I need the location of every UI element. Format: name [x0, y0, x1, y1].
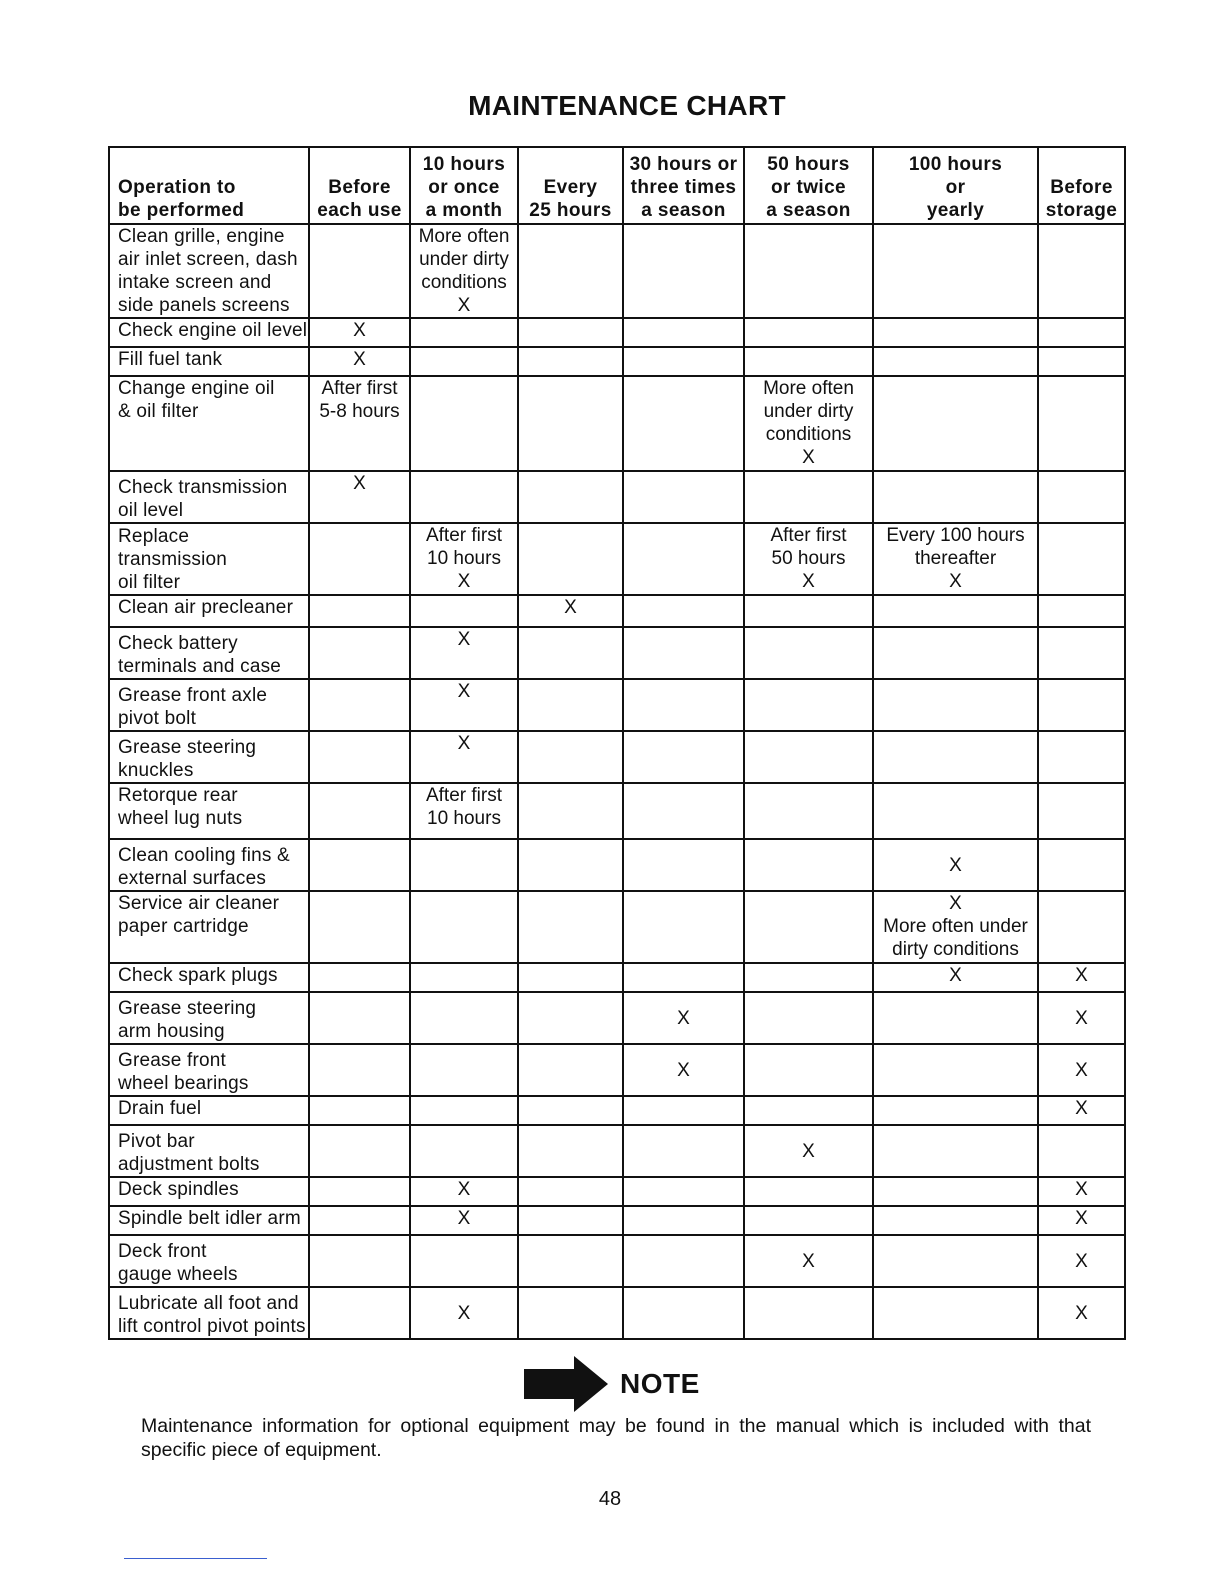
schedule-cell-every-25-hours — [518, 963, 623, 992]
page-title: MAINTENANCE CHART — [468, 90, 786, 121]
schedule-cell-10-hours — [410, 471, 518, 523]
operation-cell: Check battery terminals and case — [109, 627, 309, 679]
table-row — [109, 595, 1125, 627]
schedule-cell-every-25-hours — [518, 224, 623, 318]
schedule-cell-100-hours: Every 100 hours thereafter X — [873, 523, 1038, 595]
schedule-cell-10-hours — [410, 963, 518, 992]
schedule-cell-before-each-use — [309, 1235, 410, 1287]
operation-cell: Deck spindles — [109, 1177, 309, 1206]
schedule-cell-100-hours — [873, 471, 1038, 523]
operation-cell: Spindle belt idler arm — [109, 1206, 309, 1235]
operation-cell: Clean air precleaner — [109, 595, 309, 627]
header-10-hours: 10 hours or once a month — [410, 147, 518, 224]
page-number: 48 — [598, 1488, 622, 1510]
schedule-cell-30-hours — [623, 783, 744, 839]
operation-cell: Grease front axle pivot bolt — [109, 679, 309, 731]
schedule-cell-50-hours — [744, 627, 873, 679]
schedule-cell-before-each-use — [309, 1177, 410, 1206]
schedule-cell-every-25-hours — [518, 318, 623, 347]
table-row — [109, 1287, 1125, 1339]
schedule-cell-100-hours — [873, 1044, 1038, 1096]
schedule-cell-every-25-hours — [518, 731, 623, 783]
table-row — [109, 783, 1125, 839]
schedule-cell-before-each-use — [309, 731, 410, 783]
table-row — [109, 891, 1125, 963]
table-row — [109, 224, 1125, 318]
schedule-cell-every-25-hours — [518, 347, 623, 376]
table-row — [109, 1177, 1125, 1206]
schedule-cell-100-hours — [873, 627, 1038, 679]
schedule-cell-50-hours — [744, 318, 873, 347]
schedule-cell-30-hours — [623, 839, 744, 891]
header-before-each-use: Before each use — [309, 147, 410, 224]
schedule-cell-before-storage — [1038, 783, 1125, 839]
schedule-cell-100-hours — [873, 1235, 1038, 1287]
schedule-cell-50-hours: After first 50 hours X — [744, 523, 873, 595]
schedule-cell-before-storage: X — [1038, 1206, 1125, 1235]
operation-cell: Change engine oil & oil filter — [109, 376, 309, 471]
schedule-cell-10-hours: X — [410, 679, 518, 731]
schedule-cell-10-hours: After first 10 hours — [410, 783, 518, 839]
schedule-cell-before-storage: X — [1038, 1044, 1125, 1096]
schedule-cell-before-storage: X — [1038, 1287, 1125, 1339]
header-every-25-hours: Every 25 hours — [518, 147, 623, 224]
schedule-cell-every-25-hours — [518, 1287, 623, 1339]
schedule-cell-30-hours — [623, 471, 744, 523]
schedule-cell-before-each-use — [309, 963, 410, 992]
header-100-hours: 100 hours or yearly — [873, 147, 1038, 224]
schedule-cell-100-hours — [873, 318, 1038, 347]
schedule-cell-every-25-hours — [518, 627, 623, 679]
operation-cell: Check engine oil level — [109, 318, 309, 347]
schedule-cell-10-hours — [410, 318, 518, 347]
table-row — [109, 347, 1125, 376]
maintenance-chart-table — [108, 146, 1126, 1340]
schedule-cell-before-storage — [1038, 731, 1125, 783]
schedule-cell-every-25-hours — [518, 992, 623, 1044]
schedule-cell-every-25-hours — [518, 839, 623, 891]
header-before-storage: Before storage — [1038, 147, 1125, 224]
operation-cell: Grease steering arm housing — [109, 992, 309, 1044]
schedule-cell-before-each-use: X — [309, 471, 410, 523]
schedule-cell-before-each-use — [309, 839, 410, 891]
schedule-cell-before-storage: X — [1038, 1096, 1125, 1125]
schedule-cell-10-hours: After first 10 hours X — [410, 523, 518, 595]
schedule-cell-100-hours — [873, 224, 1038, 318]
operation-cell: Replace transmission oil filter — [109, 523, 309, 595]
schedule-cell-before-each-use — [309, 1125, 410, 1177]
schedule-cell-50-hours — [744, 1287, 873, 1339]
schedule-cell-every-25-hours — [518, 1206, 623, 1235]
schedule-cell-50-hours — [744, 679, 873, 731]
schedule-cell-100-hours — [873, 1125, 1038, 1177]
table-row — [109, 1206, 1125, 1235]
schedule-cell-before-storage: X — [1038, 992, 1125, 1044]
header-30-hours: 30 hours or three times a season — [623, 147, 744, 224]
schedule-cell-every-25-hours — [518, 1177, 623, 1206]
schedule-cell-before-storage — [1038, 376, 1125, 471]
schedule-cell-before-each-use — [309, 627, 410, 679]
operation-cell: Clean grille, engine air inlet screen, dash intake screen and side panels screens — [109, 224, 309, 318]
schedule-cell-30-hours — [623, 1177, 744, 1206]
schedule-cell-50-hours: More often under dirty conditions X — [744, 376, 873, 471]
table-row — [109, 471, 1125, 523]
schedule-cell-50-hours — [744, 891, 873, 963]
operation-cell: Pivot bar adjustment bolts — [109, 1125, 309, 1177]
schedule-cell-10-hours: X — [410, 1177, 518, 1206]
schedule-cell-before-each-use — [309, 891, 410, 963]
schedule-cell-before-each-use — [309, 523, 410, 595]
schedule-cell-before-storage — [1038, 891, 1125, 963]
schedule-cell-before-each-use — [309, 1096, 410, 1125]
table-header-row — [109, 147, 1125, 224]
schedule-cell-100-hours: X — [873, 839, 1038, 891]
schedule-cell-10-hours — [410, 1125, 518, 1177]
operation-cell: Deck front gauge wheels — [109, 1235, 309, 1287]
schedule-cell-100-hours — [873, 1206, 1038, 1235]
schedule-cell-100-hours — [873, 376, 1038, 471]
footer-divider — [124, 1558, 267, 1559]
table-row — [109, 963, 1125, 992]
schedule-cell-100-hours — [873, 1177, 1038, 1206]
schedule-cell-before-storage — [1038, 347, 1125, 376]
schedule-cell-every-25-hours — [518, 1235, 623, 1287]
schedule-cell-10-hours — [410, 376, 518, 471]
schedule-cell-100-hours — [873, 731, 1038, 783]
note-heading — [524, 1356, 700, 1412]
table-row — [109, 1096, 1125, 1125]
schedule-cell-100-hours — [873, 783, 1038, 839]
table-row — [109, 376, 1125, 471]
schedule-cell-30-hours — [623, 963, 744, 992]
schedule-cell-before-storage — [1038, 1125, 1125, 1177]
schedule-cell-before-each-use — [309, 1287, 410, 1339]
schedule-cell-50-hours — [744, 471, 873, 523]
schedule-cell-30-hours — [623, 1096, 744, 1125]
schedule-cell-30-hours — [623, 891, 744, 963]
schedule-cell-before-storage — [1038, 839, 1125, 891]
schedule-cell-10-hours — [410, 891, 518, 963]
schedule-cell-before-storage: X — [1038, 1177, 1125, 1206]
schedule-cell-every-25-hours — [518, 1096, 623, 1125]
table-row — [109, 839, 1125, 891]
schedule-cell-100-hours — [873, 595, 1038, 627]
schedule-cell-50-hours: X — [744, 1125, 873, 1177]
schedule-cell-before-storage — [1038, 595, 1125, 627]
schedule-cell-10-hours — [410, 1235, 518, 1287]
operation-cell: Lubricate all foot and lift control pivot points — [109, 1287, 309, 1339]
schedule-cell-30-hours — [623, 1125, 744, 1177]
schedule-cell-every-25-hours — [518, 1125, 623, 1177]
schedule-cell-30-hours — [623, 523, 744, 595]
schedule-cell-10-hours — [410, 595, 518, 627]
schedule-cell-30-hours — [623, 224, 744, 318]
schedule-cell-10-hours: More often under dirty conditions X — [410, 224, 518, 318]
schedule-cell-before-each-use: X — [309, 347, 410, 376]
schedule-cell-50-hours — [744, 347, 873, 376]
schedule-cell-30-hours — [623, 376, 744, 471]
schedule-cell-50-hours — [744, 963, 873, 992]
schedule-cell-before-each-use — [309, 1206, 410, 1235]
schedule-cell-50-hours — [744, 1206, 873, 1235]
table-row — [109, 731, 1125, 783]
schedule-cell-before-each-use: After first 5-8 hours — [309, 376, 410, 471]
table-row — [109, 318, 1125, 347]
table-row — [109, 992, 1125, 1044]
schedule-cell-30-hours — [623, 679, 744, 731]
schedule-cell-before-storage — [1038, 224, 1125, 318]
schedule-cell-50-hours — [744, 731, 873, 783]
table-row — [109, 1235, 1125, 1287]
schedule-cell-every-25-hours — [518, 783, 623, 839]
table-row — [109, 523, 1125, 595]
note-label: NOTE — [620, 1368, 700, 1399]
header-50-hours: 50 hours or twice a season — [744, 147, 873, 224]
schedule-cell-30-hours — [623, 347, 744, 376]
schedule-cell-50-hours — [744, 224, 873, 318]
schedule-cell-50-hours — [744, 783, 873, 839]
right-arrow-icon — [524, 1356, 608, 1412]
operation-cell: Grease front wheel bearings — [109, 1044, 309, 1096]
operation-cell: Check spark plugs — [109, 963, 309, 992]
operation-cell: Check transmission oil level — [109, 471, 309, 523]
schedule-cell-every-25-hours — [518, 471, 623, 523]
schedule-cell-10-hours: X — [410, 731, 518, 783]
table-row — [109, 1125, 1125, 1177]
schedule-cell-before-storage — [1038, 679, 1125, 731]
schedule-cell-every-25-hours — [518, 679, 623, 731]
schedule-cell-50-hours — [744, 992, 873, 1044]
schedule-cell-50-hours — [744, 839, 873, 891]
schedule-cell-100-hours — [873, 992, 1038, 1044]
schedule-cell-before-each-use: X — [309, 318, 410, 347]
schedule-cell-30-hours — [623, 1235, 744, 1287]
schedule-cell-30-hours: X — [623, 1044, 744, 1096]
schedule-cell-before-each-use — [309, 783, 410, 839]
schedule-cell-30-hours — [623, 1206, 744, 1235]
schedule-cell-10-hours: X — [410, 627, 518, 679]
note-text: Maintenance information for optional equipment may be found in the manual which is included with that specific piece of equipment. — [141, 1415, 1091, 1461]
schedule-cell-before-each-use — [309, 1044, 410, 1096]
schedule-cell-every-25-hours — [518, 376, 623, 471]
operation-cell: Grease steering knuckles — [109, 731, 309, 783]
operation-cell: Service air cleaner paper cartridge — [109, 891, 309, 963]
schedule-cell-100-hours — [873, 347, 1038, 376]
schedule-cell-50-hours — [744, 1096, 873, 1125]
schedule-cell-every-25-hours — [518, 1044, 623, 1096]
schedule-cell-10-hours — [410, 1096, 518, 1125]
schedule-cell-10-hours — [410, 1044, 518, 1096]
table-row — [109, 679, 1125, 731]
operation-cell: Fill fuel tank — [109, 347, 309, 376]
schedule-cell-50-hours — [744, 595, 873, 627]
schedule-cell-before-storage: X — [1038, 1235, 1125, 1287]
table-row — [109, 627, 1125, 679]
schedule-cell-every-25-hours — [518, 891, 623, 963]
schedule-cell-30-hours — [623, 731, 744, 783]
schedule-cell-100-hours — [873, 1096, 1038, 1125]
schedule-cell-30-hours: X — [623, 992, 744, 1044]
schedule-cell-before-each-use — [309, 992, 410, 1044]
schedule-cell-before-storage: X — [1038, 963, 1125, 992]
schedule-cell-10-hours: X — [410, 1287, 518, 1339]
schedule-cell-10-hours — [410, 839, 518, 891]
schedule-cell-100-hours — [873, 1287, 1038, 1339]
header-operation: Operation to be performed — [109, 147, 309, 224]
schedule-cell-100-hours — [873, 679, 1038, 731]
schedule-cell-50-hours — [744, 1044, 873, 1096]
table-row — [109, 1044, 1125, 1096]
operation-cell: Drain fuel — [109, 1096, 309, 1125]
operation-cell: Retorque rear wheel lug nuts — [109, 783, 309, 839]
schedule-cell-every-25-hours — [518, 523, 623, 595]
schedule-cell-30-hours — [623, 318, 744, 347]
schedule-cell-30-hours — [623, 627, 744, 679]
schedule-cell-100-hours: X — [873, 963, 1038, 992]
schedule-cell-10-hours — [410, 992, 518, 1044]
schedule-cell-30-hours — [623, 595, 744, 627]
schedule-cell-every-25-hours: X — [518, 595, 623, 627]
schedule-cell-50-hours — [744, 1177, 873, 1206]
schedule-cell-50-hours: X — [744, 1235, 873, 1287]
schedule-cell-before-each-use — [309, 679, 410, 731]
schedule-cell-100-hours: X More often under dirty conditions — [873, 891, 1038, 963]
schedule-cell-before-storage — [1038, 471, 1125, 523]
schedule-cell-10-hours: X — [410, 1206, 518, 1235]
schedule-cell-before-storage — [1038, 627, 1125, 679]
schedule-cell-before-each-use — [309, 224, 410, 318]
schedule-cell-30-hours — [623, 1287, 744, 1339]
schedule-cell-before-storage — [1038, 318, 1125, 347]
operation-cell: Clean cooling fins & external surfaces — [109, 839, 309, 891]
schedule-cell-before-storage — [1038, 523, 1125, 595]
schedule-cell-before-each-use — [309, 595, 410, 627]
schedule-cell-10-hours — [410, 347, 518, 376]
